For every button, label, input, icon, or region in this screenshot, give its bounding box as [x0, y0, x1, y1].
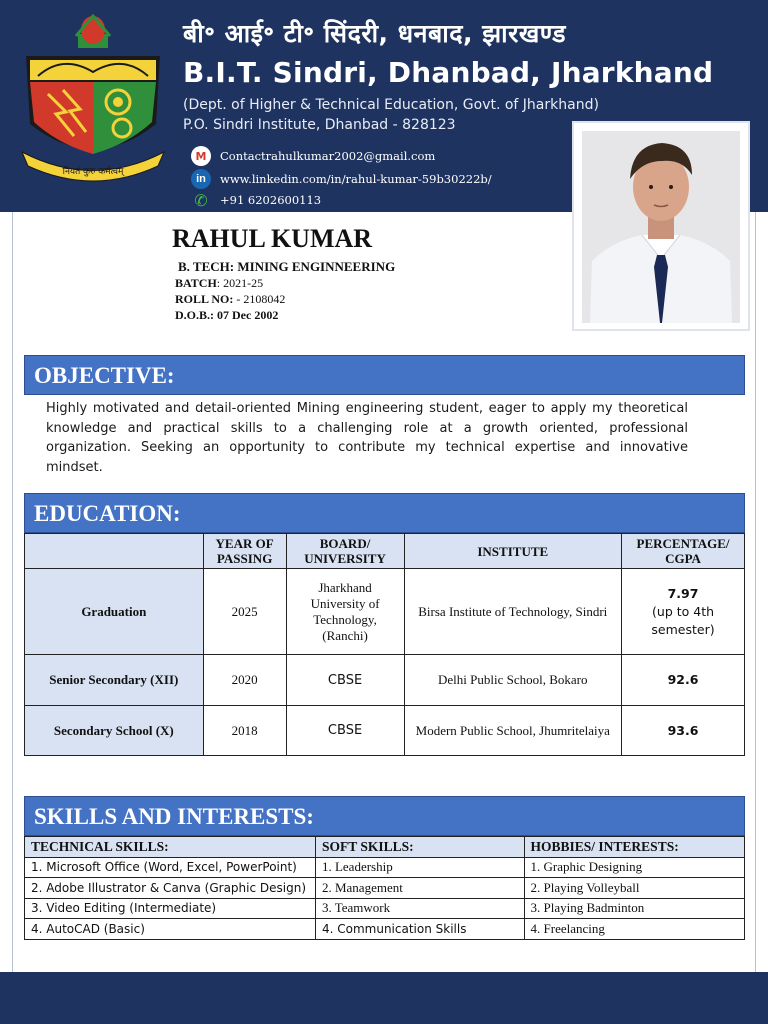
linkedin-text: www.linkedin.com/in/rahul-kumar-59b30222b/: [220, 172, 492, 186]
education-year: 2025: [203, 569, 286, 655]
skills-table: [24, 836, 745, 940]
education-table: [24, 533, 745, 756]
education-col-level: [25, 534, 204, 569]
table-row: [25, 919, 745, 940]
batch-line: [175, 276, 263, 291]
degree-line: B. TECH: MINING ENGINNEERING: [178, 259, 396, 274]
phone-text: +91 6202600113: [220, 193, 322, 207]
skills-heading: SKILLS AND INTERESTS:: [24, 796, 745, 836]
batch-value: : 2021-25: [216, 276, 264, 290]
education-board: CBSE: [286, 655, 404, 706]
roll-value: - 2108042: [233, 292, 286, 306]
candidate-name: RAHUL KUMAR: [172, 224, 373, 253]
education-score: 93.6: [667, 722, 699, 738]
education-score-cell: [622, 706, 745, 756]
education-institute: Modern Public School, Jhumritelaiya: [404, 706, 622, 756]
table-row: [25, 898, 745, 919]
education-year: 2018: [203, 706, 286, 756]
table-row: [25, 655, 745, 706]
hobby: 4. Freelancing: [524, 919, 744, 940]
education-board: CBSE: [286, 706, 404, 756]
institute-title-english: B.I.T. Sindri, Dhanbad, Jharkhand: [183, 56, 714, 89]
education-level: Graduation: [25, 569, 204, 655]
institute-title-hindi: बी॰ आई॰ टी॰ सिंदरी, धनबाद, झारखण्ड: [183, 19, 567, 48]
soft-skill: 4. Communication Skills: [315, 919, 524, 940]
contact-email[interactable]: [191, 146, 435, 166]
profile-photo-image: [582, 131, 740, 323]
skills-header-row: [25, 837, 745, 858]
contact-phone[interactable]: [191, 190, 321, 210]
dob-line: [175, 308, 278, 323]
contact-linkedin[interactable]: [191, 169, 492, 189]
institute-logo: [18, 14, 168, 186]
education-heading: EDUCATION:: [24, 493, 745, 533]
education-col-institute: INSTITUTE: [404, 534, 622, 569]
logo-motto: नियतं कुरु कर्मत्वम्: [62, 167, 124, 177]
technical-skill: 3. Video Editing (Intermediate): [25, 898, 316, 919]
skills-col-hobbies: HOBBIES/ INTERESTS:: [524, 837, 744, 858]
skills-col-soft: SOFT SKILLS:: [315, 837, 524, 858]
soft-skill: 2. Management: [315, 878, 524, 899]
education-score: 92.6: [667, 672, 699, 687]
objective-text: Highly motivated and detail-oriented Mining engineering student, eager to apply my theoretical knowledge and practical skills to a challenging role at a growth oriented, professional organization. Seeking an opportunity to contribute my technical expertise and innovative mindset.: [46, 401, 688, 475]
hobby: 2. Playing Volleyball: [524, 878, 744, 899]
email-text: Contactrahulkumar2002@gmail.com: [220, 149, 436, 163]
education-institute: Birsa Institute of Technology, Sindri: [404, 569, 622, 655]
education-col-board: BOARD/ UNIVERSITY: [286, 534, 404, 569]
profile-photo: [572, 121, 750, 331]
education-year: 2020: [203, 655, 286, 706]
education-score-cell: [622, 569, 745, 655]
education-level: Secondary School (X): [25, 706, 204, 756]
hobby: 3. Playing Badminton: [524, 898, 744, 919]
education-score-note: (up to 4th semester): [651, 603, 715, 637]
table-row: [25, 857, 745, 878]
education-col-score: PERCENTAGE/ CGPA: [622, 534, 745, 569]
address-line: P.O. Sindri Institute, Dhanbad - 828123: [183, 117, 456, 133]
technical-skill: 2. Adobe Illustrator & Canva (Graphic Design): [25, 878, 316, 899]
left-border-line: [12, 212, 13, 972]
linkedin-icon: in: [191, 169, 211, 189]
education-score-cell: [622, 655, 745, 706]
soft-skill: 1. Leadership: [315, 857, 524, 878]
footer-banner: [0, 972, 768, 1024]
roll-label: ROLL NO:: [175, 292, 234, 306]
technical-skill: 1. Microsoft Office (Word, Excel, PowerPoint): [25, 857, 316, 878]
technical-skill: 4. AutoCAD (Basic): [25, 919, 316, 940]
roll-line: [175, 292, 285, 307]
table-row: [25, 878, 745, 899]
dob-text: D.O.B.: 07 Dec 2002: [175, 308, 279, 322]
skills-col-technical: TECHNICAL SKILLS:: [25, 837, 316, 858]
objective-heading: OBJECTIVE:: [24, 355, 745, 395]
gmail-icon: M: [191, 146, 211, 166]
soft-skill: 3. Teamwork: [315, 898, 524, 919]
hobby: 1. Graphic Designing: [524, 857, 744, 878]
education-level: Senior Secondary (XII): [25, 655, 204, 706]
batch-label: BATCH: [175, 276, 217, 290]
phone-icon: ✆: [194, 190, 208, 210]
table-row: [25, 569, 745, 655]
education-institute: Delhi Public School, Bokaro: [404, 655, 622, 706]
education-score: 7.97: [667, 585, 699, 601]
right-border-line: [755, 212, 756, 972]
table-row: [25, 706, 745, 756]
education-col-year: YEAR OF PASSING: [203, 534, 286, 569]
department-line: (Dept. of Higher & Technical Education, Govt. of Jharkhand): [183, 97, 599, 113]
education-header-row: [25, 534, 745, 569]
education-board: Jharkhand University of Technology, (Ranchi): [286, 569, 404, 655]
